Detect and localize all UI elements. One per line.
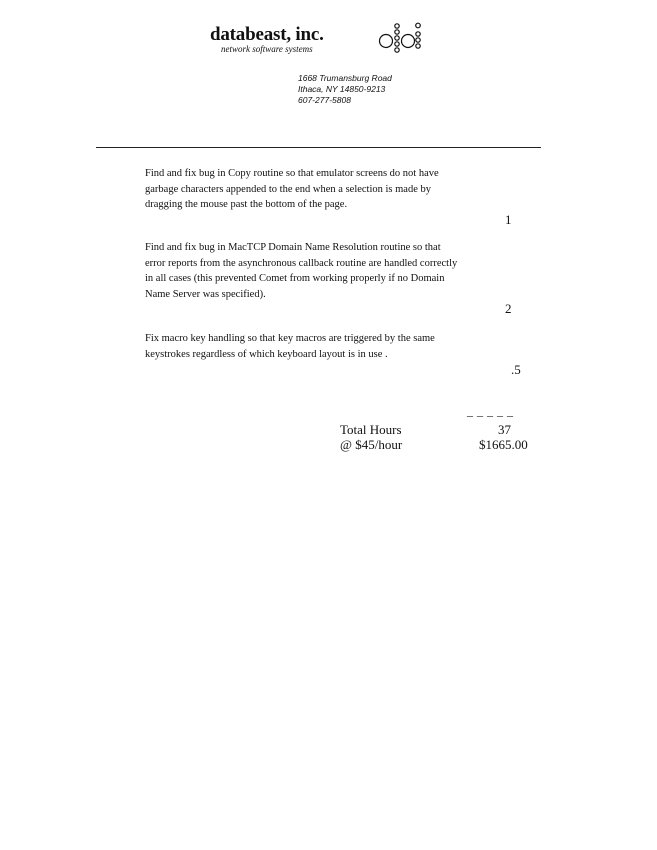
phone-line: 607-277-5808: [298, 95, 351, 105]
task-hours: 1: [505, 212, 512, 227]
task-line: error reports from the asynchronous callback routine are handled correctly: [145, 257, 458, 269]
total-amount-value: $1665.00: [479, 437, 528, 452]
task-line: Find and fix bug in Copy routine so that emulator screens do not have: [145, 168, 439, 179]
task-hours: .5: [511, 362, 521, 377]
total-hours-label: Total Hours: [340, 422, 402, 437]
task-line: garbage characters appended to the end when a selection is made by: [145, 183, 432, 195]
total-hours-value: 37: [498, 422, 511, 437]
task-description: [145, 166, 475, 213]
task-description: [145, 331, 475, 362]
databeast-logo-icon: [375, 21, 425, 57]
address-line: Ithaca, NY 14850-9213: [298, 84, 386, 94]
address-line: 1668 Trumansburg Road: [298, 73, 392, 83]
company-name: databeast, inc.: [210, 24, 324, 45]
header-divider: [96, 147, 541, 148]
task-line: Fix macro key handling so that key macros are triggered by the same: [145, 333, 435, 344]
task-line: Find and fix bug in MacTCP Domain Name Resolution routine so that: [145, 242, 441, 253]
task-line: Name Server was specified).: [145, 288, 266, 300]
task-line: keystrokes regardless of which keyboard layout is in use .: [145, 348, 388, 360]
company-tagline: network software systems: [221, 44, 313, 54]
company-address: [298, 73, 392, 106]
hourly-rate-label: @ $45/hour: [340, 437, 403, 452]
task-line: dragging the mouse past the bottom of the page.: [145, 199, 348, 210]
task-description: [145, 240, 475, 302]
task-line: in all cases (this prevented Comet from working properly if no Domain: [145, 273, 445, 284]
task-hours: 2: [505, 301, 512, 316]
summary-divider: _ _ _ _ _: [467, 404, 514, 418]
